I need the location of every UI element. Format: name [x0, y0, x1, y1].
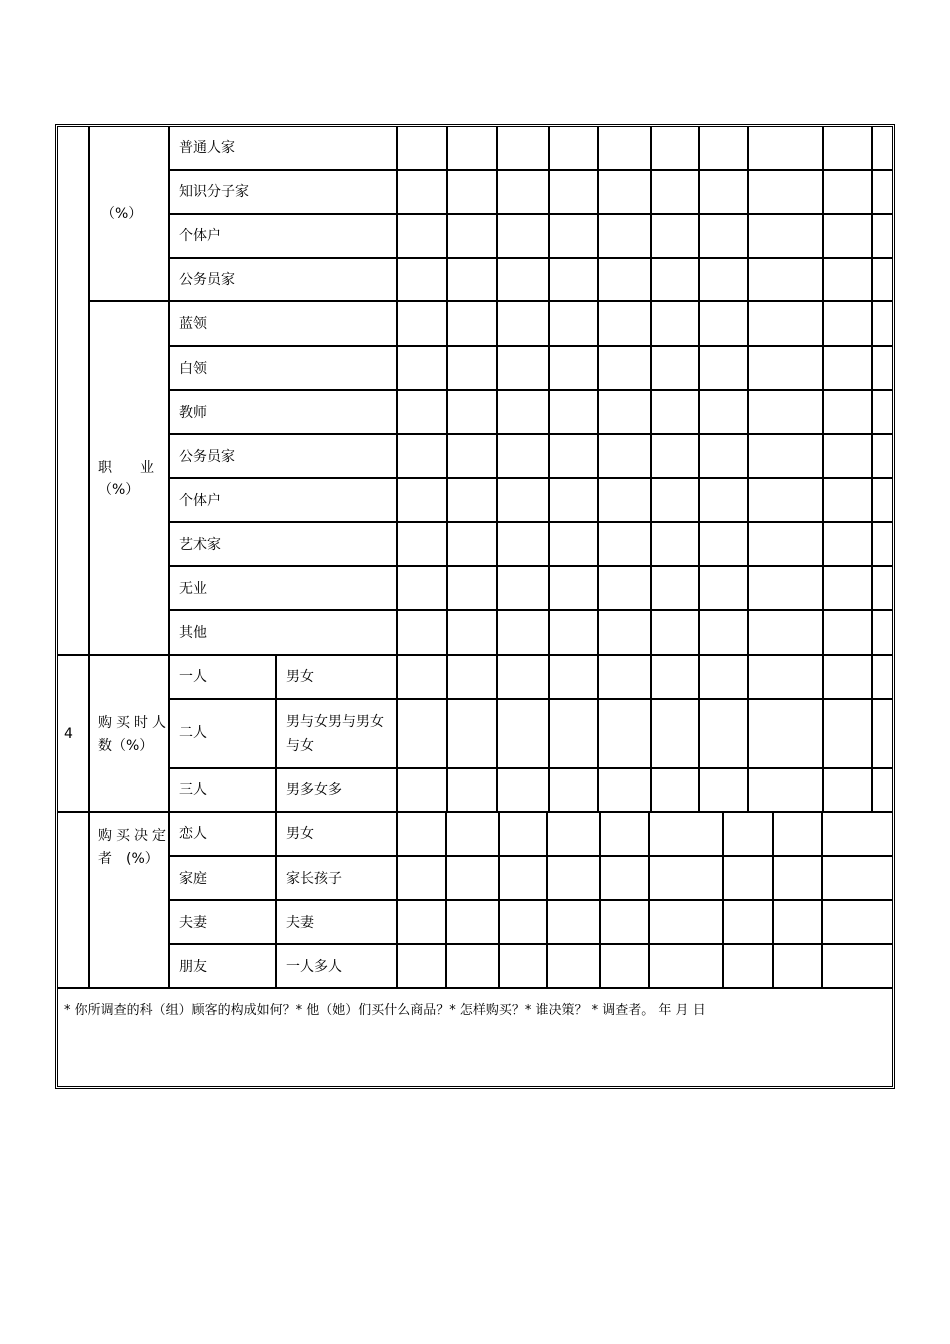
grid-upper-5 — [650, 126, 652, 812]
col-line-a — [88, 126, 90, 988]
grid-upper-8 — [822, 126, 824, 812]
decider-row-label: 夫妻 — [179, 915, 207, 931]
row-line — [168, 169, 892, 171]
people-row-detail: 男女 — [286, 669, 314, 685]
row-line — [168, 565, 892, 567]
occupation-group-unit: （%） — [98, 482, 140, 498]
col-line-b — [168, 126, 170, 988]
decider-row-label: 朋友 — [179, 959, 207, 975]
occupation-label: 个体户 — [179, 493, 221, 509]
occupation-label: 其他 — [179, 625, 207, 641]
row-line — [168, 899, 892, 901]
grid-upper-6 — [698, 126, 700, 812]
family-type-label: 知识分子家 — [179, 184, 249, 200]
row-line — [168, 855, 892, 857]
decider-unit: 者 (%） — [98, 851, 159, 867]
occupation-label: 无业 — [179, 581, 207, 597]
occupation-label: 公务员家 — [179, 449, 235, 465]
row-line — [168, 767, 892, 769]
row-line — [168, 521, 892, 523]
people-count-unit: 数（%） — [98, 738, 154, 754]
people-row-label: 二人 — [179, 725, 207, 741]
grid-upper-2 — [496, 126, 498, 812]
grid-upper-7 — [747, 126, 749, 812]
decider-row-detail: 夫妻 — [286, 915, 314, 931]
decider-row-detail: 家长孩子 — [286, 871, 342, 887]
decider-row-label: 恋人 — [179, 826, 207, 842]
occupation-label: 教师 — [179, 405, 207, 421]
decider-row-detail: 男女 — [286, 826, 314, 842]
family-type-label: 普通人家 — [179, 140, 235, 156]
people-row-label: 一人 — [179, 669, 207, 685]
row-line — [57, 811, 892, 813]
col-line-d — [396, 126, 398, 988]
row-line — [57, 987, 892, 989]
family-type-label: 公务员家 — [179, 272, 235, 288]
family-group-label: （%） — [101, 206, 143, 222]
people-row-detail: 男多女多 — [286, 782, 342, 798]
col-line-c — [275, 655, 277, 988]
row-line — [88, 300, 892, 302]
decider-label: 购买决定 — [98, 828, 170, 844]
row-line — [168, 477, 892, 479]
grid-upper-4 — [597, 126, 599, 812]
grid-upper-3 — [548, 126, 550, 812]
row-line — [168, 433, 892, 435]
section-number: 4 — [64, 726, 73, 742]
row-line — [168, 257, 892, 259]
family-type-label: 个体户 — [179, 228, 221, 244]
people-count-label: 购买时人 — [98, 715, 170, 731]
row-line — [168, 698, 892, 700]
people-row-detail: 男与女男与男女 — [286, 714, 384, 730]
people-row-detail: 与女 — [286, 738, 314, 754]
row-line — [168, 609, 892, 611]
occupation-label: 白领 — [179, 361, 207, 377]
grid-upper-9 — [871, 126, 873, 812]
row-line — [168, 389, 892, 391]
row-line — [57, 654, 892, 656]
grid-upper-1 — [446, 126, 448, 812]
people-row-label: 三人 — [179, 782, 207, 798]
occupation-label: 蓝领 — [179, 316, 207, 332]
footer-note: * 你所调查的科（组）顾客的构成如何？* 他（她）们买什么商品？* 怎样购买？* 谁决策？ * 调查者。 年 月 日 — [64, 1003, 706, 1018]
decider-row-label: 家庭 — [179, 871, 207, 887]
occupation-label: 艺术家 — [179, 537, 221, 553]
row-line — [168, 345, 892, 347]
occupation-group-label: 职 业 — [98, 460, 154, 476]
decider-row-detail: 一人多人 — [286, 959, 342, 975]
row-line — [168, 943, 892, 945]
row-line — [168, 213, 892, 215]
